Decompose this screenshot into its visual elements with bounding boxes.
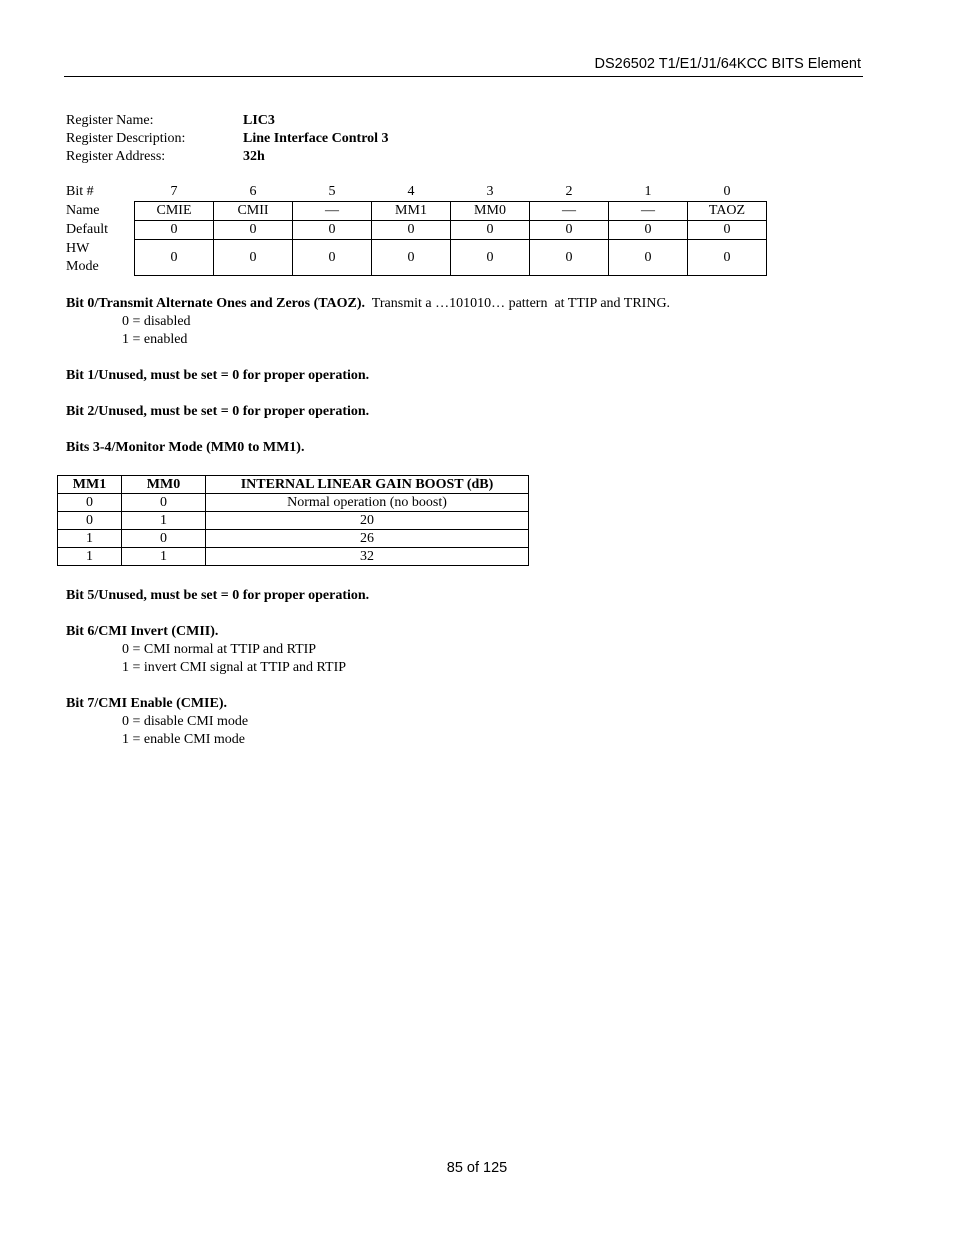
bit1-description — [66, 367, 369, 385]
bit7-option-1: 1 = enable CMI mode — [122, 732, 245, 747]
mm0-header: MM0 — [122, 476, 206, 494]
bit-default: 0 — [688, 221, 767, 240]
bit-default: 0 — [214, 221, 293, 240]
register-address-label: Register Address: — [66, 149, 166, 164]
register-name-value: LIC3 — [243, 113, 275, 128]
bit6-option-0: 0 = CMI normal at TTIP and RTIP — [122, 642, 317, 657]
mm0-cell: 1 — [122, 512, 206, 530]
bit-name: — — [293, 202, 372, 221]
bit-default: 0 — [451, 221, 530, 240]
register-address-row — [66, 148, 389, 166]
bit-name: CMII — [214, 202, 293, 221]
document-header-title: DS26502 T1/E1/J1/64KCC BITS Element — [594, 56, 861, 72]
bit-hw-mode: 0 — [688, 240, 767, 276]
register-description-row — [66, 130, 389, 148]
bit-name: MM1 — [372, 202, 451, 221]
bit-number-row — [64, 183, 767, 202]
monitor-mode-table — [57, 475, 529, 566]
register-bit-table — [64, 183, 767, 276]
bit-name: — — [609, 202, 688, 221]
bit6-title: Bit 6/CMI Invert (CMII). — [66, 624, 219, 639]
mm1-cell: 0 — [58, 494, 122, 512]
register-info — [66, 112, 389, 166]
mm1-cell: 0 — [58, 512, 122, 530]
mm1-header: MM1 — [58, 476, 122, 494]
bit0-line — [66, 295, 670, 313]
hw-mode-label-line2: Mode — [66, 258, 99, 274]
page-number: 85 of 125 — [446, 1160, 508, 1176]
bit-default: 0 — [372, 221, 451, 240]
bit-number: 1 — [644, 184, 652, 199]
bit-number: 7 — [170, 184, 178, 199]
bit-number: 0 — [723, 184, 731, 199]
bit-name-row — [64, 202, 767, 221]
bits34-description — [66, 439, 304, 457]
bit-default-row — [64, 221, 767, 240]
bit-name: CMIE — [135, 202, 214, 221]
bit5-title: Bit 5/Unused, must be set = 0 for proper operation. — [66, 588, 370, 603]
bit5-description — [66, 587, 369, 605]
table-row — [58, 512, 529, 530]
bit-row-label: Bit # — [66, 184, 94, 200]
bit1-title: Bit 1/Unused, must be set = 0 for proper operation. — [66, 368, 370, 383]
register-description-value: Line Interface Control 3 — [243, 131, 389, 146]
bit-hw-mode: 0 — [451, 240, 530, 276]
bit-number: 4 — [407, 184, 415, 199]
hw-mode-label-line1: HW — [66, 240, 90, 256]
bit-hw-mode: 0 — [530, 240, 609, 276]
bit-hw-mode-row — [64, 240, 767, 276]
mm0-cell: 0 — [122, 494, 206, 512]
bit0-option-1: 1 = enabled — [122, 332, 188, 347]
bits34-title: Bits 3-4/Monitor Mode (MM0 to MM1). — [66, 440, 305, 455]
bit-default: 0 — [609, 221, 688, 240]
header-divider — [64, 76, 863, 77]
register-name-row — [66, 112, 389, 130]
mm0-cell: 1 — [122, 548, 206, 566]
mm0-cell: 0 — [122, 530, 206, 548]
table-row — [58, 494, 529, 512]
bit6-option-1: 1 = invert CMI signal at TTIP and RTIP — [122, 660, 347, 675]
bit6-description — [66, 623, 346, 677]
bit-name: — — [530, 202, 609, 221]
gain-cell: Normal operation (no boost) — [206, 494, 529, 512]
register-description-label: Register Description: — [66, 131, 186, 146]
bit-default: 0 — [135, 221, 214, 240]
bit-number: 3 — [486, 184, 494, 199]
bit-number: 6 — [249, 184, 257, 199]
register-name-label: Register Name: — [66, 113, 154, 128]
gain-cell: 32 — [206, 548, 529, 566]
bit0-text: Transmit a …101010… pattern at TTIP and TRING. — [365, 296, 671, 311]
bit-hw-mode: 0 — [135, 240, 214, 276]
bit-default: 0 — [293, 221, 372, 240]
gain-boost-header: INTERNAL LINEAR GAIN BOOST (dB) — [206, 476, 529, 494]
gain-cell: 26 — [206, 530, 529, 548]
mm1-cell: 1 — [58, 530, 122, 548]
bit-default: 0 — [530, 221, 609, 240]
bit0-option-0: 0 = disabled — [122, 314, 191, 329]
bit7-option-0: 0 = disable CMI mode — [122, 714, 249, 729]
register-address-value: 32h — [243, 149, 265, 164]
bit7-title: Bit 7/CMI Enable (CMIE). — [66, 696, 227, 711]
bit-number: 5 — [328, 184, 336, 199]
table-row — [58, 548, 529, 566]
bit2-title: Bit 2/Unused, must be set = 0 for proper operation. — [66, 404, 370, 419]
bit-hw-mode: 0 — [609, 240, 688, 276]
bit-hw-mode: 0 — [372, 240, 451, 276]
mm1-cell: 1 — [58, 548, 122, 566]
bit-name: MM0 — [451, 202, 530, 221]
bit-hw-mode: 0 — [293, 240, 372, 276]
bit7-description — [66, 695, 248, 749]
monitor-table-header — [58, 476, 529, 494]
bit0-title: Bit 0/Transmit Alternate Ones and Zeros (TAOZ). — [66, 296, 366, 311]
bit2-description — [66, 403, 369, 421]
name-row-label: Name — [66, 203, 100, 218]
bit0-description — [66, 295, 670, 349]
bit-name: TAOZ — [688, 202, 767, 221]
gain-cell: 20 — [206, 512, 529, 530]
bit-number: 2 — [565, 184, 573, 199]
default-row-label: Default — [66, 222, 108, 237]
bit-hw-mode: 0 — [214, 240, 293, 276]
hw-mode-row-label — [64, 240, 135, 276]
table-row — [58, 530, 529, 548]
